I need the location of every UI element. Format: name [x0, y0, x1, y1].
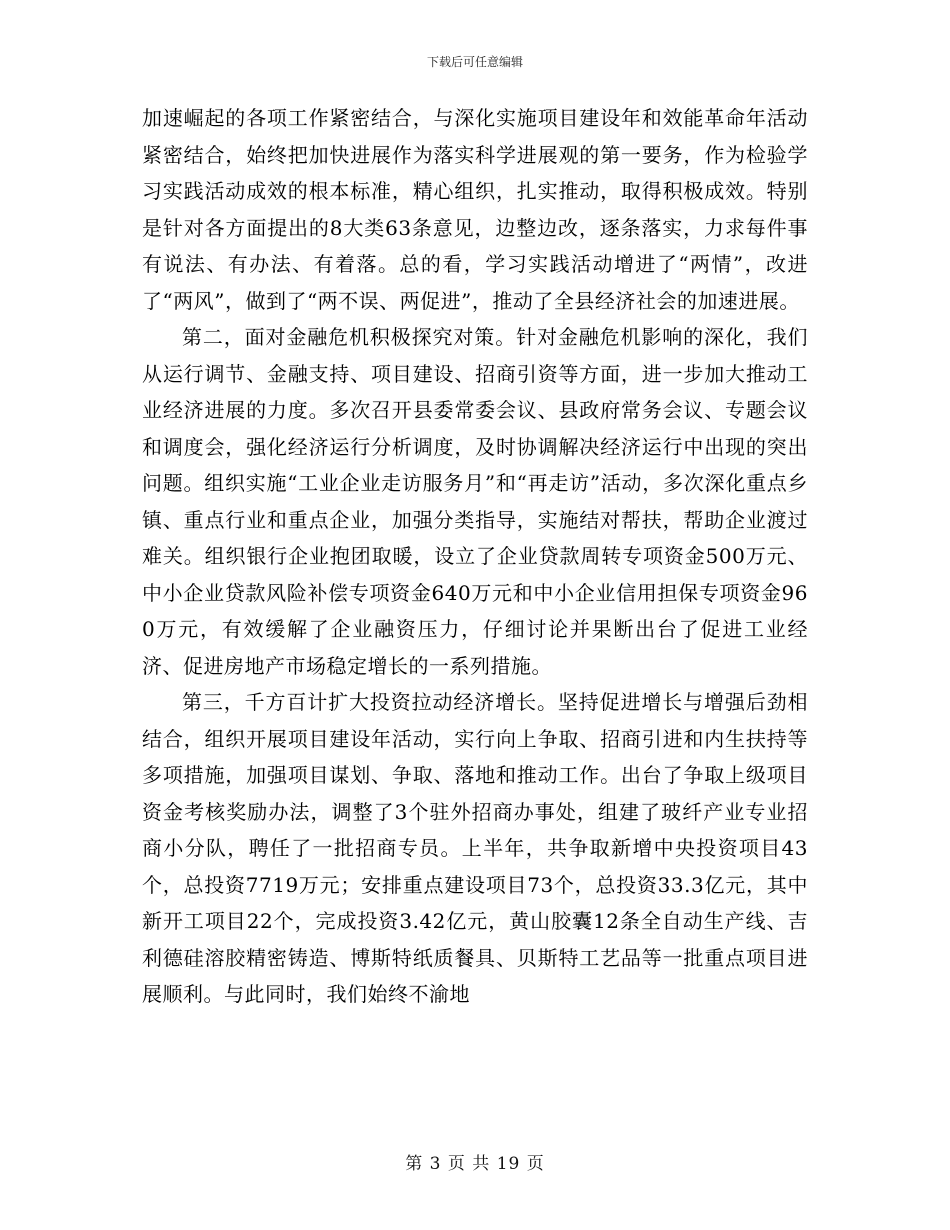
page-header-note: 下载后可任意编辑: [426, 55, 523, 69]
document-body: [142, 100, 808, 1013]
paragraph-continuation: 加速崛起的各项工作紧密结合，与深化实施项目建设年和效能革命年活动紧密结合，始终把加快进展作为落实科学进展观的第一要务，作为检验学习实践活动成效的根本标准，精心组织，扎实推动，取得积极成效。特别是针对各方面提出的8大类63条意见，边整边改，逐条落实，力求每件事有说法、有办法、有着落。总的看，学习实践活动增进了“两情”，改进了“两风”，做到了“两不误、两促进”，推动了全县经济社会的加速进展。: [142, 106, 808, 313]
paragraph-third-point: 第三，千方百计扩大投资拉动经济增长。坚持促进增长与增强后劲相结合，组织开展项目建设年活动，实行向上争取、招商引进和内生扶持等多项措施，加强项目谋划、争取、落地和推动工作。出台了争取上级项目资金考核奖励办法，调整了3个驻外招商办事处，组建了玻纤产业专业招商小分队，聘任了一批招商专员。上半年，共争取新增中央投资项目43个，总投资7719万元；安排重点建设项目73个，总投资33.3亿元，其中新开工项目22个，完成投资3.42亿元，黄山胶囊12条全自动生产线、吉利德硅溶胶精密铸造、博斯特纸质餐具、贝斯特工艺品等一批重点项目进展顺利。与此同时，我们始终不渝地: [142, 690, 808, 1006]
page-number-footer: 第 3 页 共 19 页: [405, 1154, 545, 1174]
paragraph-second-point: 第二，面对金融危机积极探究对策。针对金融危机影响的深化，我们从运行调节、金融支持、项目建设、招商引资等方面，进一步加大推动工业经济进展的力度。多次召开县委常委会议、县政府常务会议、专题会议和调度会，强化经济运行分析调度，及时协调解决经济运行中出现的突出问题。组织实施“工业企业走访服务月”和“再走访”活动，多次深化重点乡镇、重点行业和重点企业，加强分类指导，实施结对帮扶，帮助企业渡过难关。组织银行企业抱团取暖，设立了企业贷款周转专项资金500万元、中小企业贷款风险补偿专项资金640万元和中小企业信用担保专项资金960万元，有效缓解了企业融资压力，仔细讨论并果断出台了促进工业经济、促进房地产市场稳定增长的一系列措施。: [142, 325, 808, 678]
